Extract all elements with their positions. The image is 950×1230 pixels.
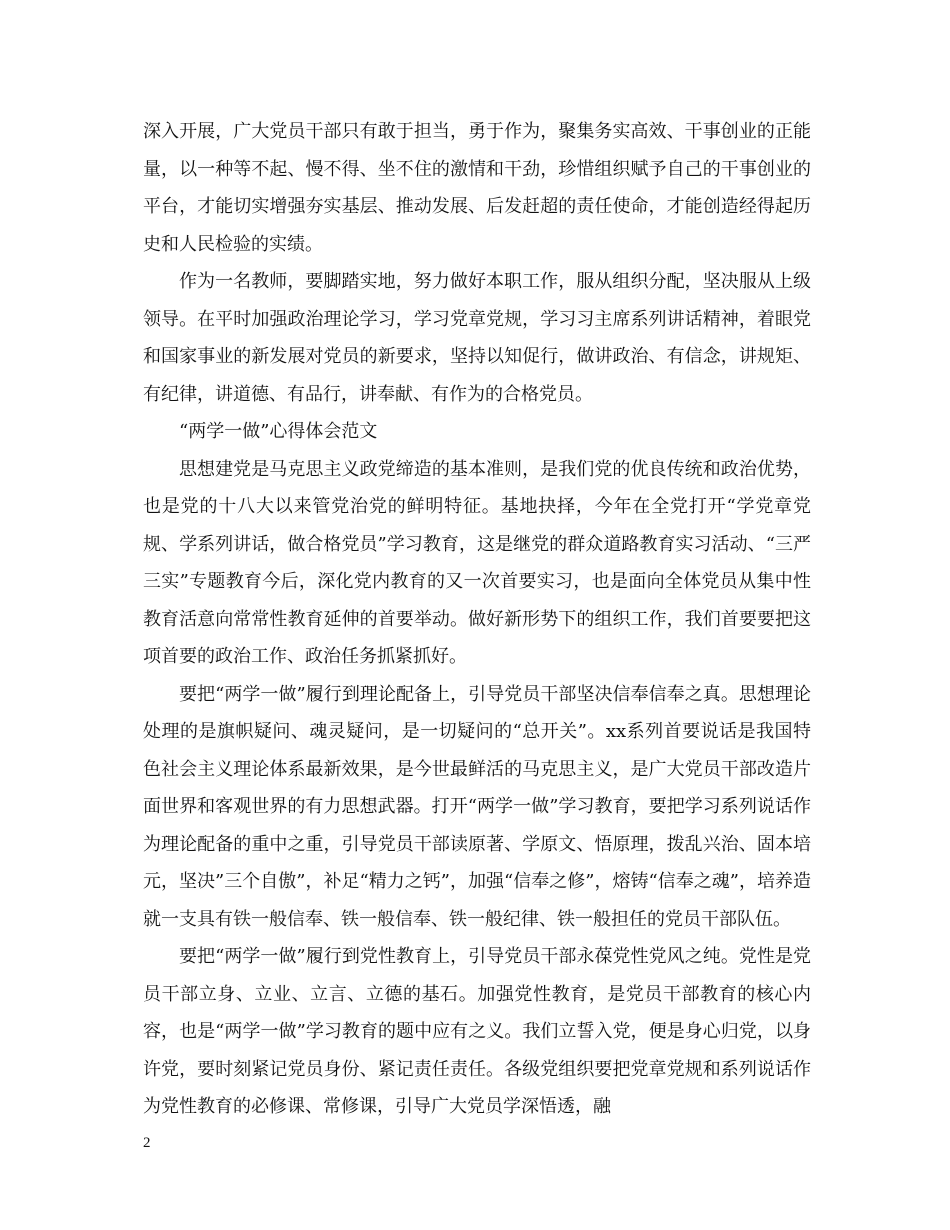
- section-heading: “两学一做”心得体会范文: [179, 421, 378, 442]
- paragraph-teacher: 作为一名教师，要脚踏实地，努力做好本职工作，服从组织分配，坚决服从上级领导。在平时加强政治理论学习，学习党章党规，学习习主席系列讲话精神，着眼党和国家事业的新发展对党员的新要求，坚持以知促行，做讲政治、有信念，讲规矩、有纪律，讲道德、有品行，讲奉献、有作为的合格党员。: [143, 271, 811, 405]
- paragraph-party-spirit: 要把“两学一做”履行到党性教育上，引导党员干部永葆党性党风之纯。党性是党员干部立身、立业、立言、立德的基石。加强党性教育，是党员干部教育的核心内容，也是“两学一做”学习教育的题中应有之义。我们立誓入党，便是身心归党，以身许党，要时刻紧记党员身份、紧记责任责任。各级党组织要把党章党规和系列说话作为党性教育的必修课、常修课，引导广大党员学深悟透，融: [143, 946, 811, 1117]
- paragraph-party-building: 思想建党是马克思主义政党缔造的基本准则，是我们党的优良传统和政治优势，也是党的十八大以来管党治党的鲜明特征。基地抉择，今年在全党打开“学党章党规、学系列讲话，做合格党员”学习教育，这是继党的群众道路教育实习活动、“三严三实”专题教育今后，深化党内教育的又一次首要实习，也是面向全体党员从集中性教育活意向常常性教育延伸的首要举动。做好新形势下的组织工作，我们首要要把这项首要的政治工作、政治任务抓紧抓好。: [143, 458, 811, 667]
- paragraph-theory: 要把“两学一做”履行到理论配备上，引导党员干部坚决信奉信奉之真。思想理论处理的是旗帜疑问、魂灵疑问，是一切疑问的“总开关”。xx系列首要说话是我国特色社会主义理论体系最新效果，是今世最鲜活的马克思主义，是广大党员干部改造片面世界和客观世界的有力思想武器。打开“两学一做”学习教育，要把学习系列说话作为理论配备的重中之重，引导党员干部读原著、学原文、悟原理，拨乱兴治、固本培元，坚决”三个自傲”，补足“精力之钙”，加强“信奉之修”，熔铸“信奉之魂”，培养造就一支具有铁一般信奉、铁一般信奉、铁一般纪律、铁一般担任的党员干部队伍。: [143, 683, 811, 930]
- paragraph-continuation: 深入开展，广大党员干部只有敢于担当，勇于作为，聚集务实高效、干事创业的正能量，以一种等不起、慢不得、坐不住的激情和干劲，珍惜组织赋予自己的干事创业的平台，才能切实增强夯实基层、推动发展、后发赶超的责任使命，才能创造经得起历史和人民检验的实绩。: [143, 121, 811, 255]
- document-body: [143, 113, 811, 1126]
- page-number: 2: [143, 1135, 151, 1151]
